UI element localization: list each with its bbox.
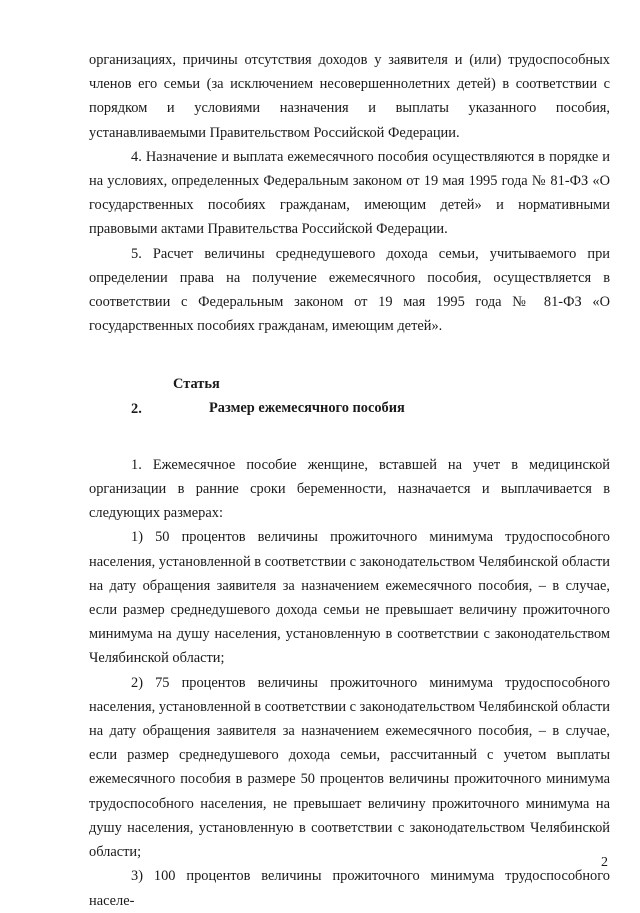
paragraph-4: 4. Назначение и выплата ежемесячного пособия осуществляются в порядке и на условиях, определенных Федеральным законом от 19 мая 1995 года № 81-ФЗ «О государственных пособиях гражданам, имеющим детей» и нормативными правовыми актами Правительства Российской Федерации.	[89, 148, 610, 238]
article-title: Размер ежемесячного пособия	[209, 400, 405, 417]
document-page	[89, 48, 610, 913]
paragraph-5: 5. Расчет величины среднедушевого дохода семьи, учитываемого при определении права на получение ежемесячного пособия, осуществляется в соответствии с Федеральным законом от 19 мая 1995 года № 81-ФЗ «О государственных пособиях гражданам, имеющим детей».	[89, 245, 610, 335]
article-2-paragraph-1: 1. Ежемесячное пособие женщине, вставшей на учет в медицинской организации в ранние сроки беременности, назначается и выплачивается в следующих размерах:	[89, 456, 610, 522]
article-heading	[89, 372, 610, 420]
article-2-item-3: 3) 100 процентов величины прожиточного минимума трудоспособного населе-	[89, 868, 610, 909]
paragraph-continuation: организациях, причины отсутствия доходов у заявителя и (или) трудоспособных членов его семьи (за исключением несовершеннолетних детей) в соответствии с порядком и условиями назначения и выплаты указанного пособия, устанавливаемыми Правительством Российской Федерации.	[89, 52, 610, 141]
article-2-item-1: 1) 50 процентов величины прожиточного минимума трудоспособного населения, установленной в соответствии с законодательством Челябинской области на дату обращения заявителя за назначением ежемесячного пособия, – в случае, если размер среднедушевого дохода семьи не превышает величину прожиточного минимума на душу населения, установленную в соответствии с законодательством Челябинской области;	[89, 529, 610, 667]
article-2-item-2: 2) 75 процентов величины прожиточного минимума трудоспособного населения, установленной в соответствии с законодательством Челябинской области на дату обращения заявителя за назначением ежемесячного пособия, – в случае, если размер среднедушевого дохода семьи, рассчитанный с учетом выплаты ежемесячного пособия в размере 50 процентов величины прожиточного минимума трудоспособного населения, не превышает величину прожиточного минимума на душу населения, установленную в соответствии с законодательством Челябинской области;	[89, 674, 610, 861]
page-number: 2	[601, 855, 608, 870]
article-number: Статья 2.	[131, 376, 220, 417]
